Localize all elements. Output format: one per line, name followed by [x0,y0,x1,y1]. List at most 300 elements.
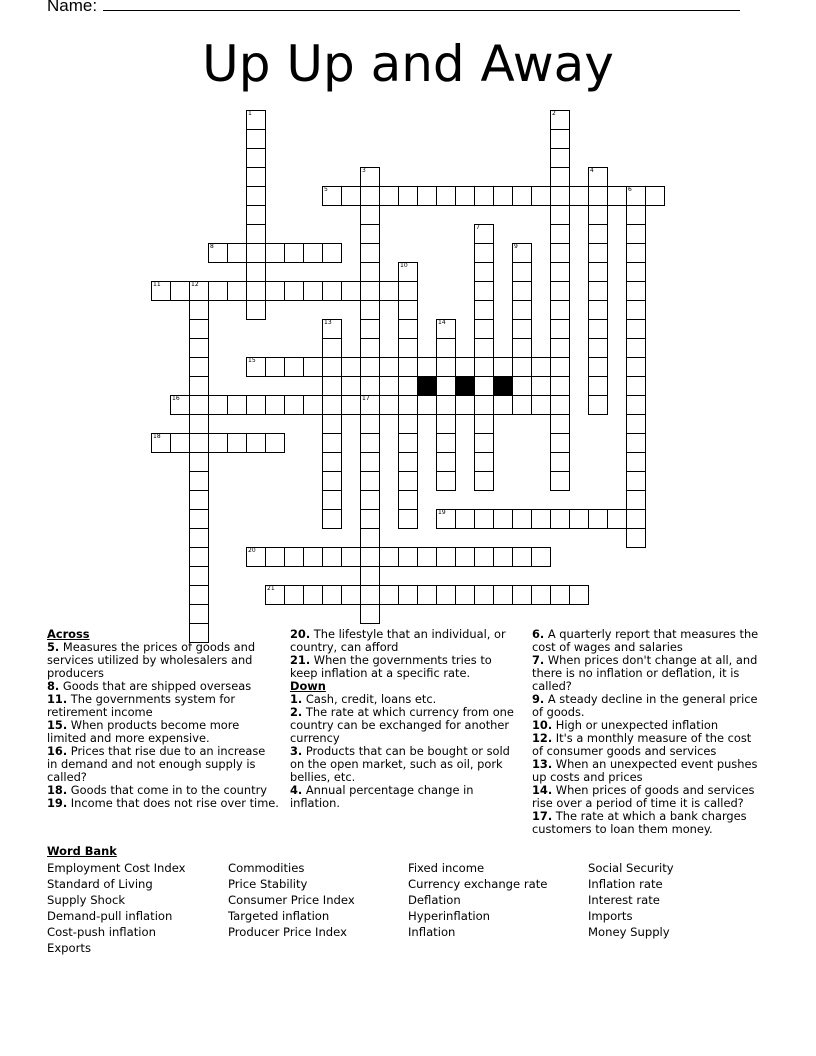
grid-cell[interactable] [189,433,209,453]
grid-cell[interactable] [322,319,342,339]
grid-cell[interactable] [436,433,456,453]
grid-cell[interactable] [227,395,247,415]
grid-cell[interactable] [360,528,380,548]
grid-cell[interactable] [474,262,494,282]
grid-cell[interactable] [474,452,494,472]
grid-cell[interactable] [645,186,665,206]
grid-cell[interactable] [398,585,418,605]
grid-cell[interactable] [455,509,475,529]
grid-cell[interactable] [607,186,627,206]
clue-number: 17 [362,395,370,402]
word-bank-title: Word Bank [47,844,117,858]
grid-cell[interactable] [474,224,494,244]
grid-cell[interactable] [322,433,342,453]
grid-cell[interactable] [588,338,608,358]
grid-cell[interactable] [512,262,532,282]
grid-cell[interactable] [265,357,285,377]
grid-cell[interactable] [246,186,266,206]
grid-cell[interactable] [284,357,304,377]
grid-cell[interactable] [512,243,532,263]
grid-cell[interactable] [246,547,266,567]
grid-cell[interactable] [474,186,494,206]
grid-cell[interactable] [455,395,475,415]
grid-cell[interactable] [417,357,437,377]
grid-cell[interactable] [512,186,532,206]
grid-cell[interactable] [322,376,342,396]
grid-cell[interactable] [626,471,646,491]
grid-cell[interactable] [474,585,494,605]
word-bank-term: Cost-push inflation [47,925,156,939]
grid-cell[interactable] [246,148,266,168]
grid-cell[interactable] [512,547,532,567]
grid-cell[interactable] [189,566,209,586]
grid-cell[interactable] [322,585,342,605]
clue-heading: Across [47,627,90,641]
grid-cell[interactable] [170,281,190,301]
clue-number: 20. [290,627,311,641]
grid-cell[interactable] [512,357,532,377]
grid-cell[interactable] [417,585,437,605]
grid-cell[interactable] [227,281,247,301]
clue-text: 12. It's a monthly measure of the cost of consumer goods and services [532,731,752,758]
grid-cell[interactable] [246,300,266,320]
clue-number: 18. [47,783,68,797]
grid-cell[interactable] [398,490,418,510]
grid-cell[interactable] [588,357,608,377]
word-bank-term: Employment Cost Index [47,861,186,875]
grid-cell[interactable] [360,585,380,605]
grid-cell[interactable] [322,471,342,491]
clue-text: 16. Prices that rise due to an increase in demand and not enough supply is called? [47,744,266,784]
clue-text: 19. Income that does not rise over time. [47,796,279,810]
grid-cell[interactable] [626,509,646,529]
grid-cell[interactable] [474,281,494,301]
grid-cell[interactable] [512,338,532,358]
grid-cell[interactable] [208,433,228,453]
grid-cell[interactable] [360,452,380,472]
word-bank-term: Interest rate [588,893,660,907]
grid-cell[interactable] [398,471,418,491]
grid-cell[interactable] [550,509,570,529]
grid-cell[interactable] [341,395,361,415]
grid-cell[interactable] [512,281,532,301]
grid-cell[interactable] [303,395,323,415]
grid-cell[interactable] [303,243,323,263]
grid-cell[interactable] [284,585,304,605]
grid-cell[interactable] [493,357,513,377]
grid-cell[interactable] [607,509,627,529]
grid-cell[interactable] [474,243,494,263]
grid-cell[interactable] [265,547,285,567]
grid-cell[interactable] [550,376,570,396]
grid-cell[interactable] [322,357,342,377]
clue-number: 18 [153,433,161,440]
grid-cell[interactable] [436,585,456,605]
grid-cell[interactable] [417,395,437,415]
grid-cell[interactable] [284,281,304,301]
grid-cell[interactable] [436,452,456,472]
grid-cell[interactable] [626,414,646,434]
grid-cell[interactable] [626,395,646,415]
grid-cell[interactable] [284,395,304,415]
grid-cell[interactable] [455,357,475,377]
grid-cell[interactable] [626,300,646,320]
word-bank-term: Hyperinflation [408,909,491,923]
grid-cell[interactable] [341,585,361,605]
grid-cell[interactable] [455,186,475,206]
grid-cell[interactable] [246,129,266,149]
grid-cell[interactable] [512,376,532,396]
grid-cell[interactable] [341,357,361,377]
grid-cell[interactable] [341,547,361,567]
grid-cell[interactable] [474,471,494,491]
grid-cell[interactable] [360,604,380,624]
grid-cell[interactable] [360,395,380,415]
grid-cell[interactable] [360,376,380,396]
grid-cell[interactable] [531,376,551,396]
grid-cell[interactable] [550,433,570,453]
grid-cell[interactable] [398,281,418,301]
grid-cell[interactable] [246,262,266,282]
grid-cell[interactable] [189,281,209,301]
grid-cell[interactable] [626,338,646,358]
grid-cell[interactable] [398,300,418,320]
grid-cell[interactable] [189,528,209,548]
grid-cell[interactable] [512,395,532,415]
grid-cell[interactable] [170,433,190,453]
grid-cell[interactable] [588,186,608,206]
grid-cell[interactable] [360,167,380,187]
grid-cell[interactable] [474,376,494,396]
grid-cell[interactable] [246,433,266,453]
grid-cell[interactable] [550,338,570,358]
grid-cell[interactable] [436,376,456,396]
grid-cell[interactable] [322,281,342,301]
grid-cell[interactable] [436,471,456,491]
grid-cell[interactable] [322,509,342,529]
grid-cell[interactable] [474,414,494,434]
grid-cell[interactable] [417,547,437,567]
name-label: Name: [47,0,98,15]
grid-cell[interactable] [626,186,646,206]
clue-number: 19. [47,796,68,810]
grid-cell[interactable] [322,338,342,358]
grid-cell[interactable] [208,395,228,415]
grid-cell[interactable] [550,186,570,206]
grid-cell[interactable] [246,224,266,244]
grid-cell[interactable] [398,547,418,567]
grid-cell[interactable] [341,281,361,301]
grid-cell[interactable] [360,319,380,339]
grid-cell[interactable] [550,300,570,320]
grid-cell[interactable] [436,338,456,358]
grid-cell[interactable] [493,186,513,206]
grid-cell[interactable] [436,509,456,529]
page-title: Up Up and Away [202,35,614,93]
grid-cell[interactable] [189,357,209,377]
grid-cell[interactable] [189,547,209,567]
grid-cell[interactable] [588,376,608,396]
grid-cell[interactable] [322,243,342,263]
grid-cell[interactable] [360,490,380,510]
grid-cell[interactable] [398,357,418,377]
grid-cell[interactable] [455,585,475,605]
grid-cell[interactable] [398,395,418,415]
grid-cell[interactable] [398,376,418,396]
grid-cell[interactable] [588,243,608,263]
grid-cell[interactable] [265,395,285,415]
clue-text: 21. When the governments tries to keep inflation at a specific rate. [290,653,492,680]
grid-cell[interactable] [626,262,646,282]
grid-cell[interactable] [474,319,494,339]
grid-cell[interactable] [189,604,209,624]
clue-number: 3 [362,167,366,174]
grid-cell[interactable] [626,376,646,396]
grid-cell[interactable] [360,281,380,301]
grid-cell[interactable] [360,433,380,453]
clue-number: 6. [532,627,545,641]
clue-number: 7. [532,653,545,667]
grid-cell[interactable] [626,433,646,453]
grid-cell[interactable] [360,338,380,358]
grid-cell[interactable] [246,110,266,130]
grid-cell[interactable] [379,281,399,301]
word-bank-term: Deflation [408,893,461,907]
grid-cell[interactable] [265,433,285,453]
clue-text: 18. Goods that come in to the country [47,783,268,797]
grid-cell[interactable] [531,395,551,415]
grid-cell[interactable] [512,319,532,339]
grid-cell[interactable] [360,566,380,586]
grid-cell[interactable] [379,395,399,415]
grid-cell[interactable] [360,205,380,225]
grid-cell[interactable] [227,243,247,263]
grid-cell[interactable] [265,585,285,605]
grid-cell[interactable] [208,281,228,301]
grid-cell[interactable] [626,452,646,472]
grid-cell[interactable] [588,281,608,301]
clues-column-1 [47,628,279,810]
grid-cell[interactable] [189,509,209,529]
grid-cell[interactable] [208,243,228,263]
grid-cell[interactable] [588,509,608,529]
grid-cell[interactable] [284,547,304,567]
grid-cell[interactable] [588,262,608,282]
grid-cell[interactable] [474,547,494,567]
grid-cell[interactable] [550,395,570,415]
grid-cell[interactable] [474,395,494,415]
grid-cell[interactable] [398,509,418,529]
grid-cell[interactable] [569,186,589,206]
grid-cell[interactable] [436,547,456,567]
grid-cell[interactable] [474,357,494,377]
grid-cell[interactable] [531,186,551,206]
grid-cell[interactable] [588,319,608,339]
grid-cell[interactable] [550,205,570,225]
clue-text: 1. Cash, credit, loans etc. [290,692,437,706]
grid-cell[interactable] [189,319,209,339]
word-bank-term: Price Stability [228,877,308,891]
grid-cell[interactable] [246,205,266,225]
grid-cell[interactable] [436,319,456,339]
grid-cell[interactable] [531,357,551,377]
grid-cell[interactable] [474,300,494,320]
grid-cell[interactable] [189,471,209,491]
grid-cell[interactable] [550,262,570,282]
grid-cell[interactable] [246,243,266,263]
grid-cell[interactable] [398,433,418,453]
grid-cell[interactable] [360,547,380,567]
grid-cell[interactable] [474,338,494,358]
grid-cell[interactable] [474,433,494,453]
grid-cell[interactable] [360,300,380,320]
grid-cell[interactable] [322,186,342,206]
grid-cell[interactable] [569,509,589,529]
grid-cell[interactable] [493,547,513,567]
grid-cell[interactable] [626,224,646,244]
word-bank-column [47,860,186,956]
grid-cell[interactable] [303,357,323,377]
grid-cell[interactable] [493,585,513,605]
grid-cell[interactable] [550,167,570,187]
grid-cell[interactable] [569,585,589,605]
grid-cell[interactable] [626,243,646,263]
grid-cell[interactable] [189,376,209,396]
grid-cell[interactable] [379,357,399,377]
grid-cell[interactable] [379,186,399,206]
clues-column-3 [532,628,764,836]
grid-cell[interactable] [189,585,209,605]
grid-cell[interactable] [550,414,570,434]
grid-cell[interactable] [626,205,646,225]
clue-text: 20. The lifestyle that an individual, or country, can afford [290,627,506,654]
grid-cell[interactable] [550,281,570,301]
grid-cell[interactable] [360,357,380,377]
grid-cell[interactable] [360,186,380,206]
grid-cell[interactable] [626,357,646,377]
grid-cell[interactable] [455,547,475,567]
grid-cell[interactable] [398,186,418,206]
clue-number: 16 [172,395,180,402]
clue-text: 2. The rate at which currency from one country can be exchanged for another currency [290,705,514,745]
clue-number: 7 [476,224,480,231]
grid-cell[interactable] [322,490,342,510]
grid-cell[interactable] [284,243,304,263]
grid-cell[interactable] [360,414,380,434]
word-bank-term: Currency exchange rate [408,877,548,891]
grid-cell[interactable] [550,357,570,377]
grid-cell[interactable] [189,395,209,415]
grid-cell[interactable] [588,224,608,244]
grid-cell[interactable] [189,490,209,510]
grid-cell[interactable] [493,509,513,529]
clue-number: 16. [47,744,68,758]
grid-cell[interactable] [398,262,418,282]
grid-cell[interactable] [189,300,209,320]
grid-cell[interactable] [550,585,570,605]
grid-cell[interactable] [246,357,266,377]
grid-cell[interactable] [189,452,209,472]
grid-cell[interactable] [189,338,209,358]
grid-cell[interactable] [265,281,285,301]
grid-cell[interactable] [550,129,570,149]
grid-cell[interactable] [398,319,418,339]
grid-cell[interactable] [227,433,247,453]
grid-cell[interactable] [360,224,380,244]
grid-cell[interactable] [246,281,266,301]
grid-cell[interactable] [626,319,646,339]
grid-cell[interactable] [360,262,380,282]
word-bank-term: Commodities [228,861,305,875]
grid-cell[interactable] [360,509,380,529]
grid-cell[interactable] [360,243,380,263]
word-bank-term: Producer Price Index [228,925,347,939]
grid-cell[interactable] [626,528,646,548]
grid-cell[interactable] [303,585,323,605]
grid-cell[interactable] [436,186,456,206]
grid-cell[interactable] [436,414,456,434]
grid-cell[interactable] [322,414,342,434]
grid-cell[interactable] [550,148,570,168]
grid-cell[interactable] [151,281,171,301]
grid-cell[interactable] [531,585,551,605]
grid-cell[interactable] [550,224,570,244]
grid-cell[interactable] [531,547,551,567]
grid-cell[interactable] [322,452,342,472]
grid-cell[interactable] [246,167,266,187]
grid-cell[interactable] [303,547,323,567]
grid-cell[interactable] [360,471,380,491]
grid-cell[interactable] [189,414,209,434]
grid-cell[interactable] [588,205,608,225]
grid-cell[interactable] [341,186,361,206]
grid-cell[interactable] [151,433,171,453]
word-bank-column [588,860,674,940]
grid-cell[interactable] [512,585,532,605]
grid-cell[interactable] [379,585,399,605]
grid-cell[interactable] [322,395,342,415]
grid-cell[interactable] [322,547,342,567]
grid-cell[interactable] [588,300,608,320]
grid-cell[interactable] [550,110,570,130]
grid-cell[interactable] [626,281,646,301]
grid-cell[interactable] [512,300,532,320]
grid-cell[interactable] [550,471,570,491]
grid-cell[interactable] [550,452,570,472]
grid-cell[interactable] [550,243,570,263]
grid-cell[interactable] [398,414,418,434]
grid-cell[interactable] [398,338,418,358]
grid-cell[interactable] [474,509,494,529]
grid-cell[interactable] [626,490,646,510]
grid-cell[interactable] [531,509,551,529]
grid-cell[interactable] [512,509,532,529]
grid-cell[interactable] [379,547,399,567]
grid-cell[interactable] [588,167,608,187]
grid-cell[interactable] [170,395,190,415]
word-bank-column [228,860,355,940]
grid-cell[interactable] [493,395,513,415]
grid-cell[interactable] [436,357,456,377]
grid-cell[interactable] [417,186,437,206]
grid-cell[interactable] [265,243,285,263]
grid-cell[interactable] [398,452,418,472]
grid-cell[interactable] [246,395,266,415]
grid-cell[interactable] [436,395,456,415]
grid-cell[interactable] [303,281,323,301]
grid-cell[interactable] [550,319,570,339]
grid-cell[interactable] [588,395,608,415]
